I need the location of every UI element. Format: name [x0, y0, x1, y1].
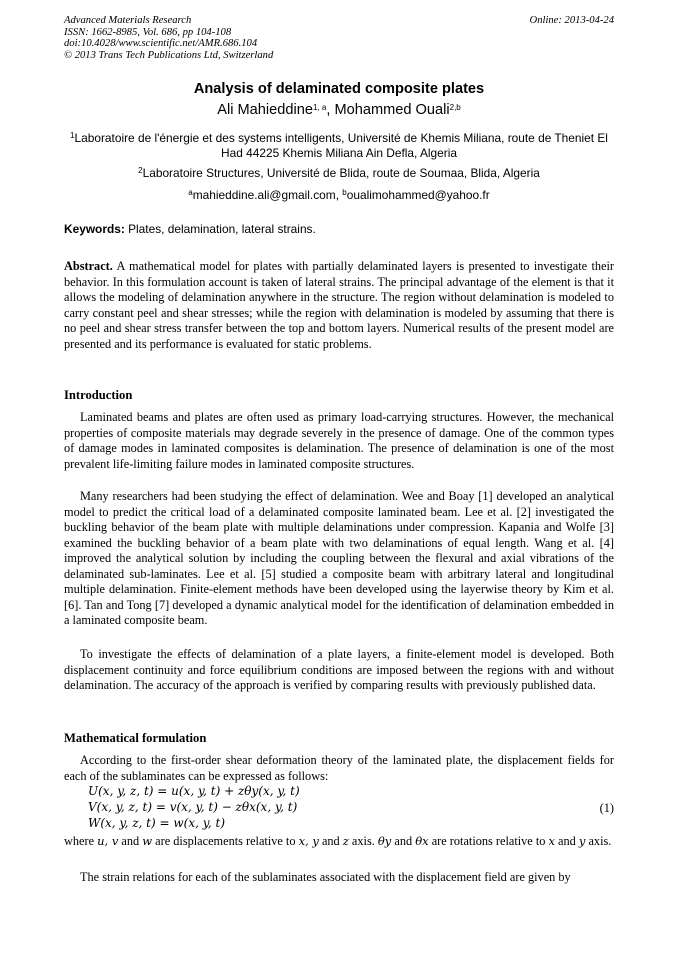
author-separator: ,	[326, 102, 335, 118]
axis-text: axis.	[348, 834, 378, 848]
introduction-paragraph-1: Laminated beams and plates are often used as primary load-carrying structures. However, the mechanical properties of composite materials may degrade severely in the presence of damage. One of the common types of damage modes in laminated composites is delamination. The presence of delamination is one of the most prevalent life-limiting failure modes in laminated composite structures.	[64, 410, 614, 471]
affiliation-2-sup: 2	[138, 166, 143, 175]
var-theta-y: θy	[377, 834, 392, 848]
author-list	[64, 102, 614, 118]
keywords-text: Plates, delamination, lateral strains.	[124, 222, 316, 236]
equation-1-line-2: V(x, y, z, t) = v(x, y, t) − zθx(x, y, t)	[88, 800, 298, 814]
journal-name: Advanced Materials Research	[64, 15, 192, 26]
affiliation-2-text: Laboratoire Structures, Université de Blida, route de Soumaa, Blida, Algeria	[142, 166, 540, 180]
affiliation-1	[64, 131, 614, 161]
where-text: where	[64, 834, 95, 848]
var-uv: u, v	[97, 834, 119, 848]
abstract-text: A mathematical model for plates with partially delaminated layers is presented to investigate their behavior. In this formulation account is taken of lateral strains. The principal advantage of the element is that it allows the modeling of delamination anywhere in the structure. The region without delamination is modeled to carry constant peel and shear stresses; while the region with delamination is modeled by assuming that there is no peel and shear stress transfer between the top and bottom layers. Numerical results of the present model are presented and its performance is evaluated for static problems.	[64, 259, 614, 351]
email-a[interactable]: mahieddine.ali@gmail.com	[192, 188, 336, 202]
math-formulation-heading: Mathematical formulation	[64, 731, 207, 745]
axis-text-2: axis.	[585, 834, 612, 848]
var-theta-x: θx	[415, 834, 429, 848]
journal-copyright: © 2013 Trans Tech Publications Ltd, Switzerland	[64, 49, 274, 61]
author-2-sup: 2,b	[449, 103, 461, 112]
affiliation-1-sup: 1	[70, 131, 75, 140]
email-b[interactable]: oualimohammed@yahoo.fr	[346, 188, 490, 202]
equation-1-block	[88, 783, 300, 831]
and-text-2: and	[318, 834, 343, 848]
introduction-heading: Introduction	[64, 388, 133, 402]
author-1: Ali Mahieddine	[217, 102, 313, 118]
var-w: w	[142, 834, 153, 848]
var-y: y	[578, 834, 586, 848]
relative-text: are displacements relative to	[152, 834, 299, 848]
equation-1-number: (1)	[599, 801, 614, 815]
affiliation-1-text: Laboratoire de l'énergie et des systems intelligents, Université de Khemis Miliana, route de Theniet El Had 44225 Khemis Miliana Ain Defla, Algeria	[74, 131, 608, 160]
equation-1-line-3: W(x, y, z, t) = w(x, y, t)	[88, 816, 226, 830]
paper-title: Analysis of delaminated composite plates	[193, 81, 485, 97]
keywords	[64, 222, 316, 236]
email-separator: ,	[335, 188, 343, 202]
equation-1-line-1: U(x, y, z, t) = u(x, y, t) + zθy(x, y, t)	[88, 784, 300, 798]
affiliation-2	[64, 166, 614, 181]
and-text-1: and	[118, 834, 143, 848]
rotation-text: are rotations relative to	[428, 834, 549, 848]
math-paragraph-1: According to the first-order shear deformation theory of the laminated plate, the displacement fields for each of the sublaminates can be expressed as follows:	[64, 753, 614, 783]
online-date: Online: 2013-04-24	[529, 15, 614, 26]
and-text-4: and	[554, 834, 579, 848]
email-a-sup: a	[188, 188, 193, 197]
journal-header	[64, 15, 273, 61]
introduction-paragraph-2: Many researchers had been studying the effect of delamination. Wee and Boay [1] developed an analytical model to predict the critical load of a delaminated composite laminated beam. Lee et al. [2] investigated the buckling behavior of the beam plate with multiple delaminations under compression. Kapania and Wolfe [3] examined the buckling behavior of a beam plate with two delaminations of equal length. Wang et al. [4] improved the analytical solution by including the coupling between the flexural and axial vibrations of the delaminated sub-laminates. Lee et al. [5] studied a composite beam with arbitrary lateral and longitudinal multiple delamination. Finite-element methods have been developed using the layerwise theory by Kim et al. [6]. Tan and Tong [7] developed a dynamic analytical model for the identification of delamination embedded in a laminated composite beam.	[64, 489, 614, 627]
journal-issn: ISSN: 1662-8985, Vol. 686, pp 104-108	[64, 26, 232, 38]
var-z: z	[342, 834, 349, 848]
abstract	[64, 259, 614, 352]
author-1-sup: 1, a	[312, 103, 327, 112]
math-variables-paragraph	[64, 834, 614, 850]
and-text-3: and	[391, 834, 416, 848]
var-xy: x, y	[298, 834, 319, 848]
introduction-paragraph-3: To investigate the effects of delamination of a plate layers, a finite-element model is developed. Both displacement continuity and force equilibrium conditions are imposed between the regions with and without delamination. The accuracy of the approach is verified by comparing results with previously published data.	[64, 647, 614, 692]
author-2: Mohammed Ouali	[334, 102, 450, 118]
author-emails	[64, 188, 614, 202]
journal-doi: doi:10.4028/www.scientific.net/AMR.686.104	[64, 38, 258, 49]
keywords-label: Keywords:	[64, 222, 125, 236]
email-b-sup: b	[342, 188, 347, 197]
abstract-label: Abstract.	[64, 259, 113, 273]
var-x: x	[548, 834, 555, 848]
math-paragraph-2: The strain relations for each of the sublaminates associated with the displacement field are given by	[80, 870, 571, 884]
